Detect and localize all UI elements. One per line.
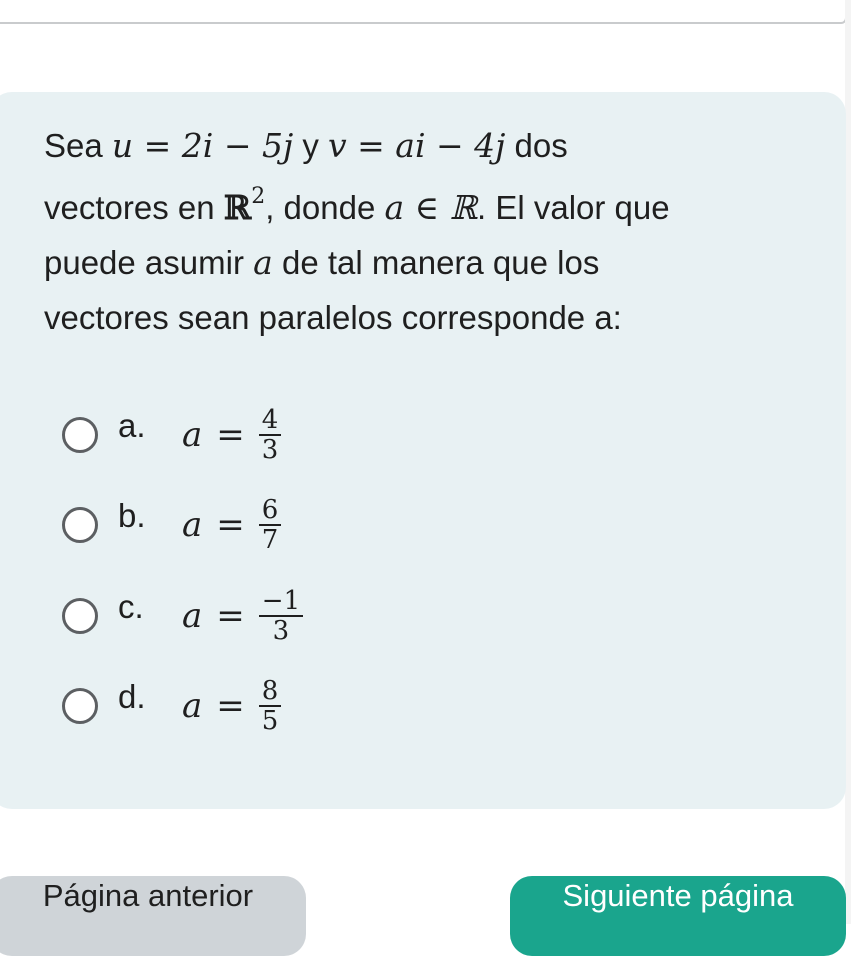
vector-v-expression: v = ai − 4j xyxy=(328,126,506,165)
option-math: a = $\frac{6}{7}$ xyxy=(182,495,281,555)
next-page-label: Siguiente página xyxy=(562,878,794,913)
previous-content-box xyxy=(0,0,847,24)
option-a[interactable] xyxy=(62,405,462,465)
option-letter: d. xyxy=(118,678,146,715)
next-page-button[interactable] xyxy=(510,876,846,956)
real-space-symbol: ℝ xyxy=(223,188,252,227)
question-line-3: puede asumir a de tal manera que los xyxy=(44,243,600,282)
option-math: a = $\frac{4}{3}$ xyxy=(182,405,281,465)
option-c[interactable] xyxy=(62,586,462,646)
option-math: a = $\frac{8}{5}$ xyxy=(182,676,281,736)
previous-page-label: Página anterior xyxy=(42,878,254,913)
fraction: $\frac{-1}{3}$ xyxy=(259,587,303,645)
radio-button-a[interactable] xyxy=(62,417,98,453)
radio-button-c[interactable] xyxy=(62,598,98,634)
option-d[interactable] xyxy=(62,676,462,736)
radio-button-b[interactable] xyxy=(62,507,98,543)
question-line-1: Sea u = 2i − 5j y v = ai − 4j dos xyxy=(44,126,568,165)
radio-button-d[interactable] xyxy=(62,688,98,724)
condition-expression: a ∈ ℝ xyxy=(384,188,477,227)
fraction: $\frac{4}{3}$ xyxy=(259,406,282,464)
question-line-2: vectores en ℝ$^2$, donde a ∈ ℝ. El valor que xyxy=(44,184,670,227)
question-text xyxy=(44,118,784,345)
fraction: $\frac{8}{5}$ xyxy=(259,677,282,735)
vector-u-expression: u = 2i − 5j xyxy=(111,126,294,165)
option-letter: a. xyxy=(118,407,146,444)
fraction: $\frac{6}{7}$ xyxy=(259,496,282,554)
previous-page-button[interactable] xyxy=(0,876,306,956)
option-math: a = $\frac{-1}{3}$ xyxy=(182,586,303,646)
question-line-4: vectores sean paralelos corresponde a: xyxy=(44,299,622,336)
option-letter: b. xyxy=(118,497,146,534)
option-b[interactable] xyxy=(62,495,462,555)
option-letter: c. xyxy=(118,588,144,625)
